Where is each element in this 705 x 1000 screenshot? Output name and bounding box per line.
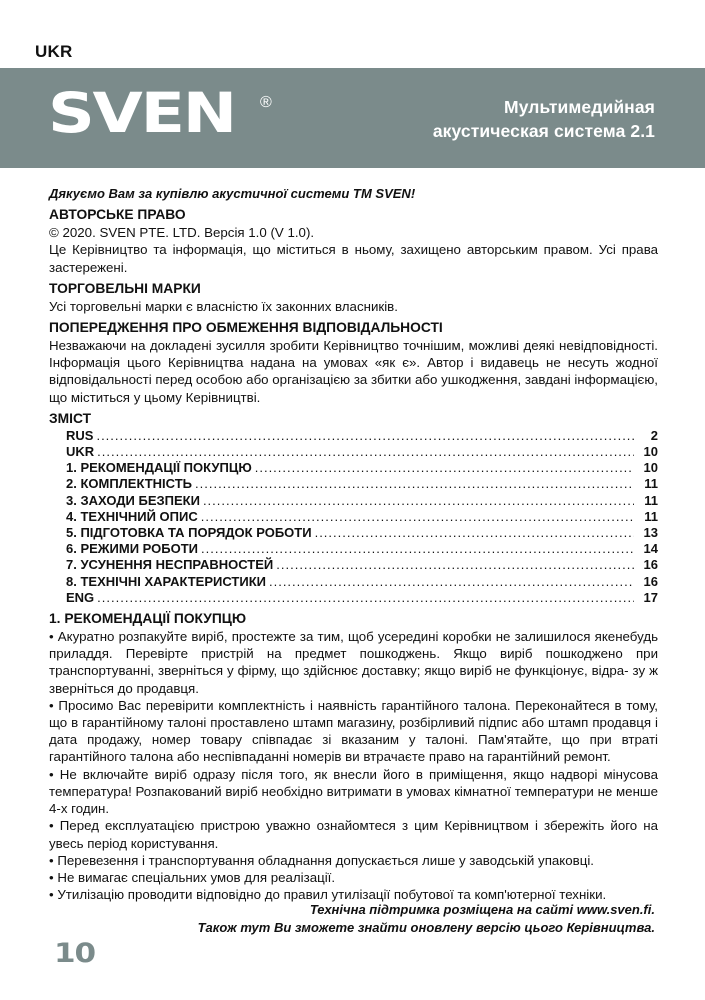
page-number: 10 bbox=[54, 938, 95, 969]
recommendations-heading: 1. РЕКОМЕНДАЦІЇ ПОКУПЦЮ bbox=[49, 611, 247, 627]
toc-item[interactable]: 4. ТЕХНІЧНИЙ ОПИС ..... 11 bbox=[66, 509, 658, 525]
thanks-message: Дякуємо Вам за купівлю акустичної системи ТМ SVEN! bbox=[49, 186, 416, 201]
sven-logo bbox=[48, 80, 268, 146]
toc-leader-dots bbox=[195, 476, 634, 492]
toc-item[interactable]: UKR ..... 10 bbox=[66, 444, 658, 460]
toc-leader-dots bbox=[315, 525, 634, 541]
disclaimer-text: Незважаючи на докладені зусилля зробити Керівництво точнішим, можливі деякі невідповідності. Інформація цього Керівництва надана на умовах «як є». Автор і видавець не несуть жодної відповідальності перед особою або організацією за збитки або ушкодження, завдані інформацією, що міститься у цьому Керівництві. bbox=[49, 338, 658, 405]
disclaimer-heading: ПОПЕРЕДЖЕННЯ ПРО ОБМЕЖЕННЯ ВІДПОВІДАЛЬНОСТІ bbox=[49, 320, 443, 336]
list-item: • Перед експлуатацією пристрою уважно ознайомтеся з цим Керівництвом і збережіть його на увесь період користування. bbox=[49, 818, 658, 851]
list-item: • Утилізацію проводити відповідно до правил утилізації побутової та комп'ютерної техніки. bbox=[49, 887, 607, 903]
copyright-text: Це Керівництво та інформація, що міститься в ньому, захищено авторським правом. Усі права застережені. bbox=[49, 242, 658, 275]
brand-name: SVEN bbox=[48, 80, 235, 146]
header-banner bbox=[0, 68, 705, 168]
list-item: • Перевезення і транспортування обладнання допускається лише у заводській упаковці. bbox=[49, 852, 594, 868]
toc-heading: ЗМІСТ bbox=[49, 410, 92, 426]
toc-leader-dots bbox=[97, 444, 634, 460]
product-title-line2: акустическая система 2.1 bbox=[432, 121, 655, 141]
list-item: • Не вимагає спеціальних умов для реалізації. bbox=[49, 869, 336, 885]
product-title-line1: Мультимедийная bbox=[504, 97, 655, 117]
toc-item[interactable]: 2. КОМПЛЕКТНІСТЬ ..... 11 bbox=[66, 476, 658, 492]
recommendations-list bbox=[49, 628, 658, 903]
product-title bbox=[433, 95, 655, 143]
toc-leader-dots bbox=[201, 541, 634, 557]
toc-leader-dots bbox=[276, 557, 634, 573]
trademarks-heading: ТОРГОВЕЛЬНІ МАРКИ bbox=[49, 280, 201, 296]
toc-item[interactable]: 8. ТЕХНІЧНІ ХАРАКТЕРИСТИКИ ..... 16 bbox=[66, 574, 658, 590]
toc-item[interactable]: RUS ..... 2 bbox=[66, 428, 658, 444]
table-of-contents bbox=[66, 428, 658, 606]
toc-item[interactable]: 7. УСУНЕННЯ НЕСПРАВНОСТЕЙ ..... 16 bbox=[66, 557, 658, 573]
trademarks-text: Усі торговельні марки є власністю їх законних власників. bbox=[49, 298, 398, 314]
toc-item[interactable]: 1. РЕКОМЕНДАЦІЇ ПОКУПЦЮ ..... 10 bbox=[66, 460, 658, 476]
copyright-heading: АВТОРСЬКЕ ПРАВО bbox=[49, 207, 186, 223]
list-item: • Акуратно розпакуйте виріб, простежте за тим, щоб усередині коробки не залишилося якенебудь приладдя. Перевірте пристрій на предмет пошкоджень. Якщо виріб пошкоджено при транспортуванні, зверніться у фірму, що здійснює доставку; якщо виріб не функціонує, відра- зу ж зверніться до продавця. bbox=[49, 629, 658, 696]
language-tag: UKR bbox=[35, 42, 73, 61]
toc-leader-dots bbox=[201, 509, 634, 525]
toc-leader-dots bbox=[203, 493, 634, 509]
list-item: • Просимо Вас перевірити комплектність і наявність гарантійного талона. Переконайтеся в тому, що в гарантійному талоні проставлено штамп магазину, розбірливий підпис або штамп продавця і дата продажу, номер товару співпадає зі вказаним у талоні. Пам'ятайте, що при втраті гарантійного талона або неспівпаданні номерів ви втрачаєте право на гарантійний ремонт. bbox=[49, 697, 658, 765]
support-line: Технічна підтримка розміщена на сайті www.sven.fi. bbox=[309, 902, 655, 917]
document-body bbox=[49, 185, 658, 903]
support-line: Також тут Ви зможете знайти оновлену версію цього Керівництва. bbox=[197, 919, 655, 935]
toc-leader-dots bbox=[97, 590, 634, 606]
toc-item[interactable]: 6. РЕЖИМИ РОБОТИ ..... 14 bbox=[66, 541, 658, 557]
toc-leader-dots bbox=[269, 574, 634, 590]
copyright-line: © 2020. SVEN PTE. LTD. Версія 1.0 (V 1.0). bbox=[49, 225, 315, 241]
toc-leader-dots bbox=[96, 428, 634, 444]
support-note bbox=[198, 901, 655, 936]
toc-item[interactable]: ENG ..... 17 bbox=[66, 590, 658, 606]
toc-leader-dots bbox=[255, 460, 634, 476]
registered-mark-icon: ® bbox=[260, 94, 272, 111]
toc-item[interactable]: 5. ПІДГОТОВКА ТА ПОРЯДОК РОБОТИ ..... 13 bbox=[66, 525, 658, 541]
list-item: • Не включайте виріб одразу після того, як внесли його в приміщення, якщо надворі мінусова температура! Розпакований виріб необхідно витримати в умовах кімнатної температури не менше 4-х годин. bbox=[49, 766, 658, 817]
toc-item[interactable]: 3. ЗАХОДИ БЕЗПЕКИ ..... 11 bbox=[66, 493, 658, 509]
